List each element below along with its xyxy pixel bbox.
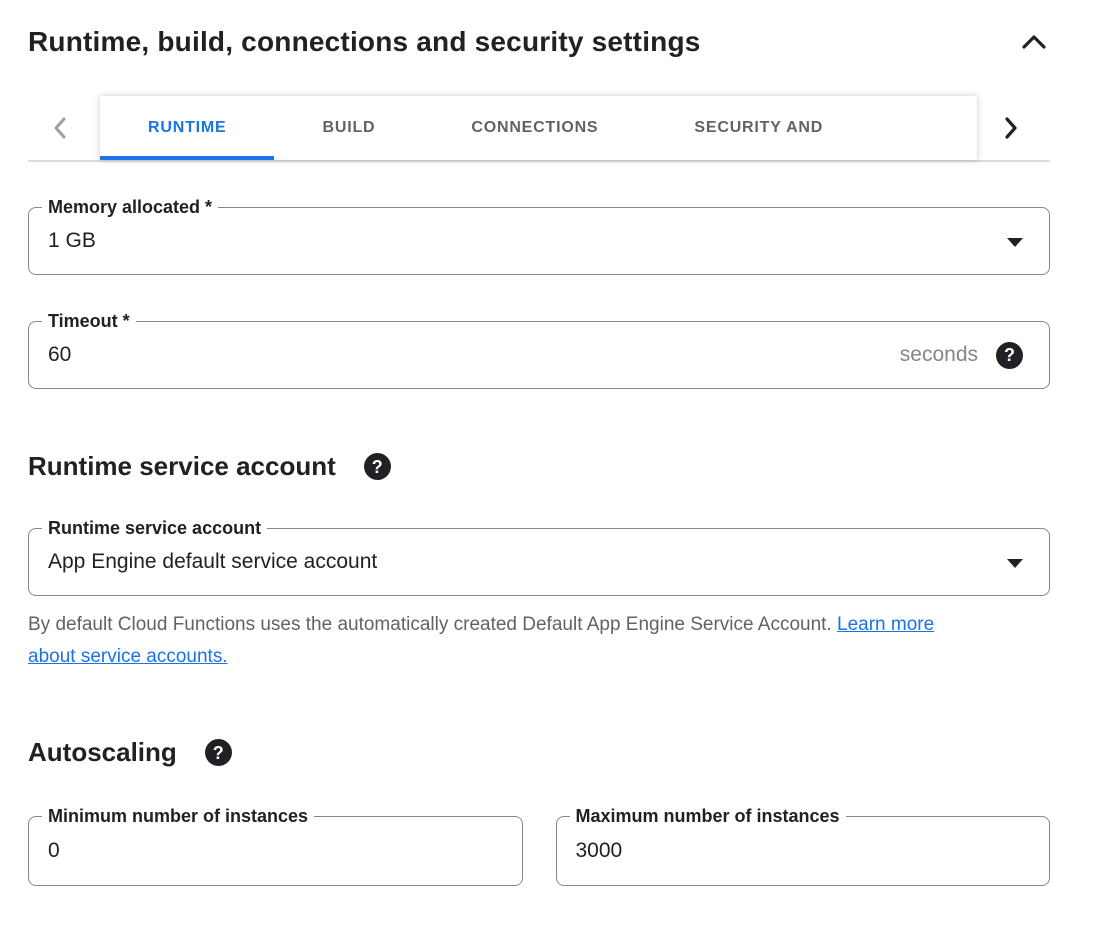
memory-allocated-label: Memory allocated * <box>42 197 218 218</box>
section-header <box>0 0 1094 62</box>
learn-more-service-accounts-link[interactable]: Learn more about service accounts. <box>28 614 935 667</box>
min-instances-field <box>28 806 523 886</box>
autoscaling-heading-text: Autoscaling <box>28 737 177 767</box>
memory-allocated-select[interactable] <box>28 197 1050 275</box>
max-instances-label: Maximum number of instances <box>570 806 846 827</box>
min-instances-input[interactable] <box>29 839 522 863</box>
timeout-field <box>28 311 1050 389</box>
collapse-section-button[interactable] <box>1014 22 1054 62</box>
runtime-service-account-label: Runtime service account <box>42 518 267 539</box>
max-instances-field <box>556 806 1051 886</box>
timeout-help-icon[interactable]: ? <box>996 342 1023 369</box>
runtime-service-account-value: App Engine default service account <box>48 550 378 573</box>
tab-strip <box>100 96 977 160</box>
timeout-label: Timeout * <box>42 311 136 332</box>
tabs-scroll-right-button[interactable] <box>977 96 1094 160</box>
tab-bar <box>0 96 1094 160</box>
service-account-helper-text <box>28 609 978 673</box>
dropdown-arrow-icon <box>1007 238 1023 247</box>
chevron-up-icon <box>1021 34 1047 50</box>
dropdown-arrow-icon <box>1007 559 1023 568</box>
autoscaling-fields-row <box>28 806 1050 886</box>
tab-runtime[interactable]: RUNTIME <box>100 96 274 160</box>
service-account-helper-prefix: By default Cloud Functions uses the automatically created Default App Engine Service Account. <box>28 614 838 635</box>
runtime-service-account-heading-text: Runtime service account <box>28 451 336 481</box>
chevron-left-icon <box>52 116 68 140</box>
tab-bar-divider <box>28 160 1050 162</box>
autoscaling-heading <box>28 737 1050 768</box>
runtime-service-account-heading <box>28 451 1050 482</box>
chevron-right-icon <box>1003 116 1019 140</box>
memory-allocated-value: 1 GB <box>48 229 96 252</box>
runtime-service-account-help-icon[interactable]: ? <box>364 453 391 480</box>
timeout-unit-suffix: seconds <box>899 343 978 366</box>
runtime-service-account-select[interactable] <box>28 518 1050 596</box>
tab-security[interactable]: SECURITY AND <box>646 96 871 160</box>
page-title: Runtime, build, connections and security settings <box>28 26 701 57</box>
runtime-tab-panel <box>0 197 1094 886</box>
tabs-scroll-left-button[interactable] <box>0 96 100 160</box>
min-instances-label: Minimum number of instances <box>42 806 314 827</box>
tab-build[interactable]: BUILD <box>274 96 423 160</box>
max-instances-input[interactable] <box>557 839 1050 863</box>
autoscaling-help-icon[interactable]: ? <box>205 739 232 766</box>
timeout-input[interactable] <box>29 343 900 367</box>
tab-connections[interactable]: CONNECTIONS <box>423 96 646 160</box>
